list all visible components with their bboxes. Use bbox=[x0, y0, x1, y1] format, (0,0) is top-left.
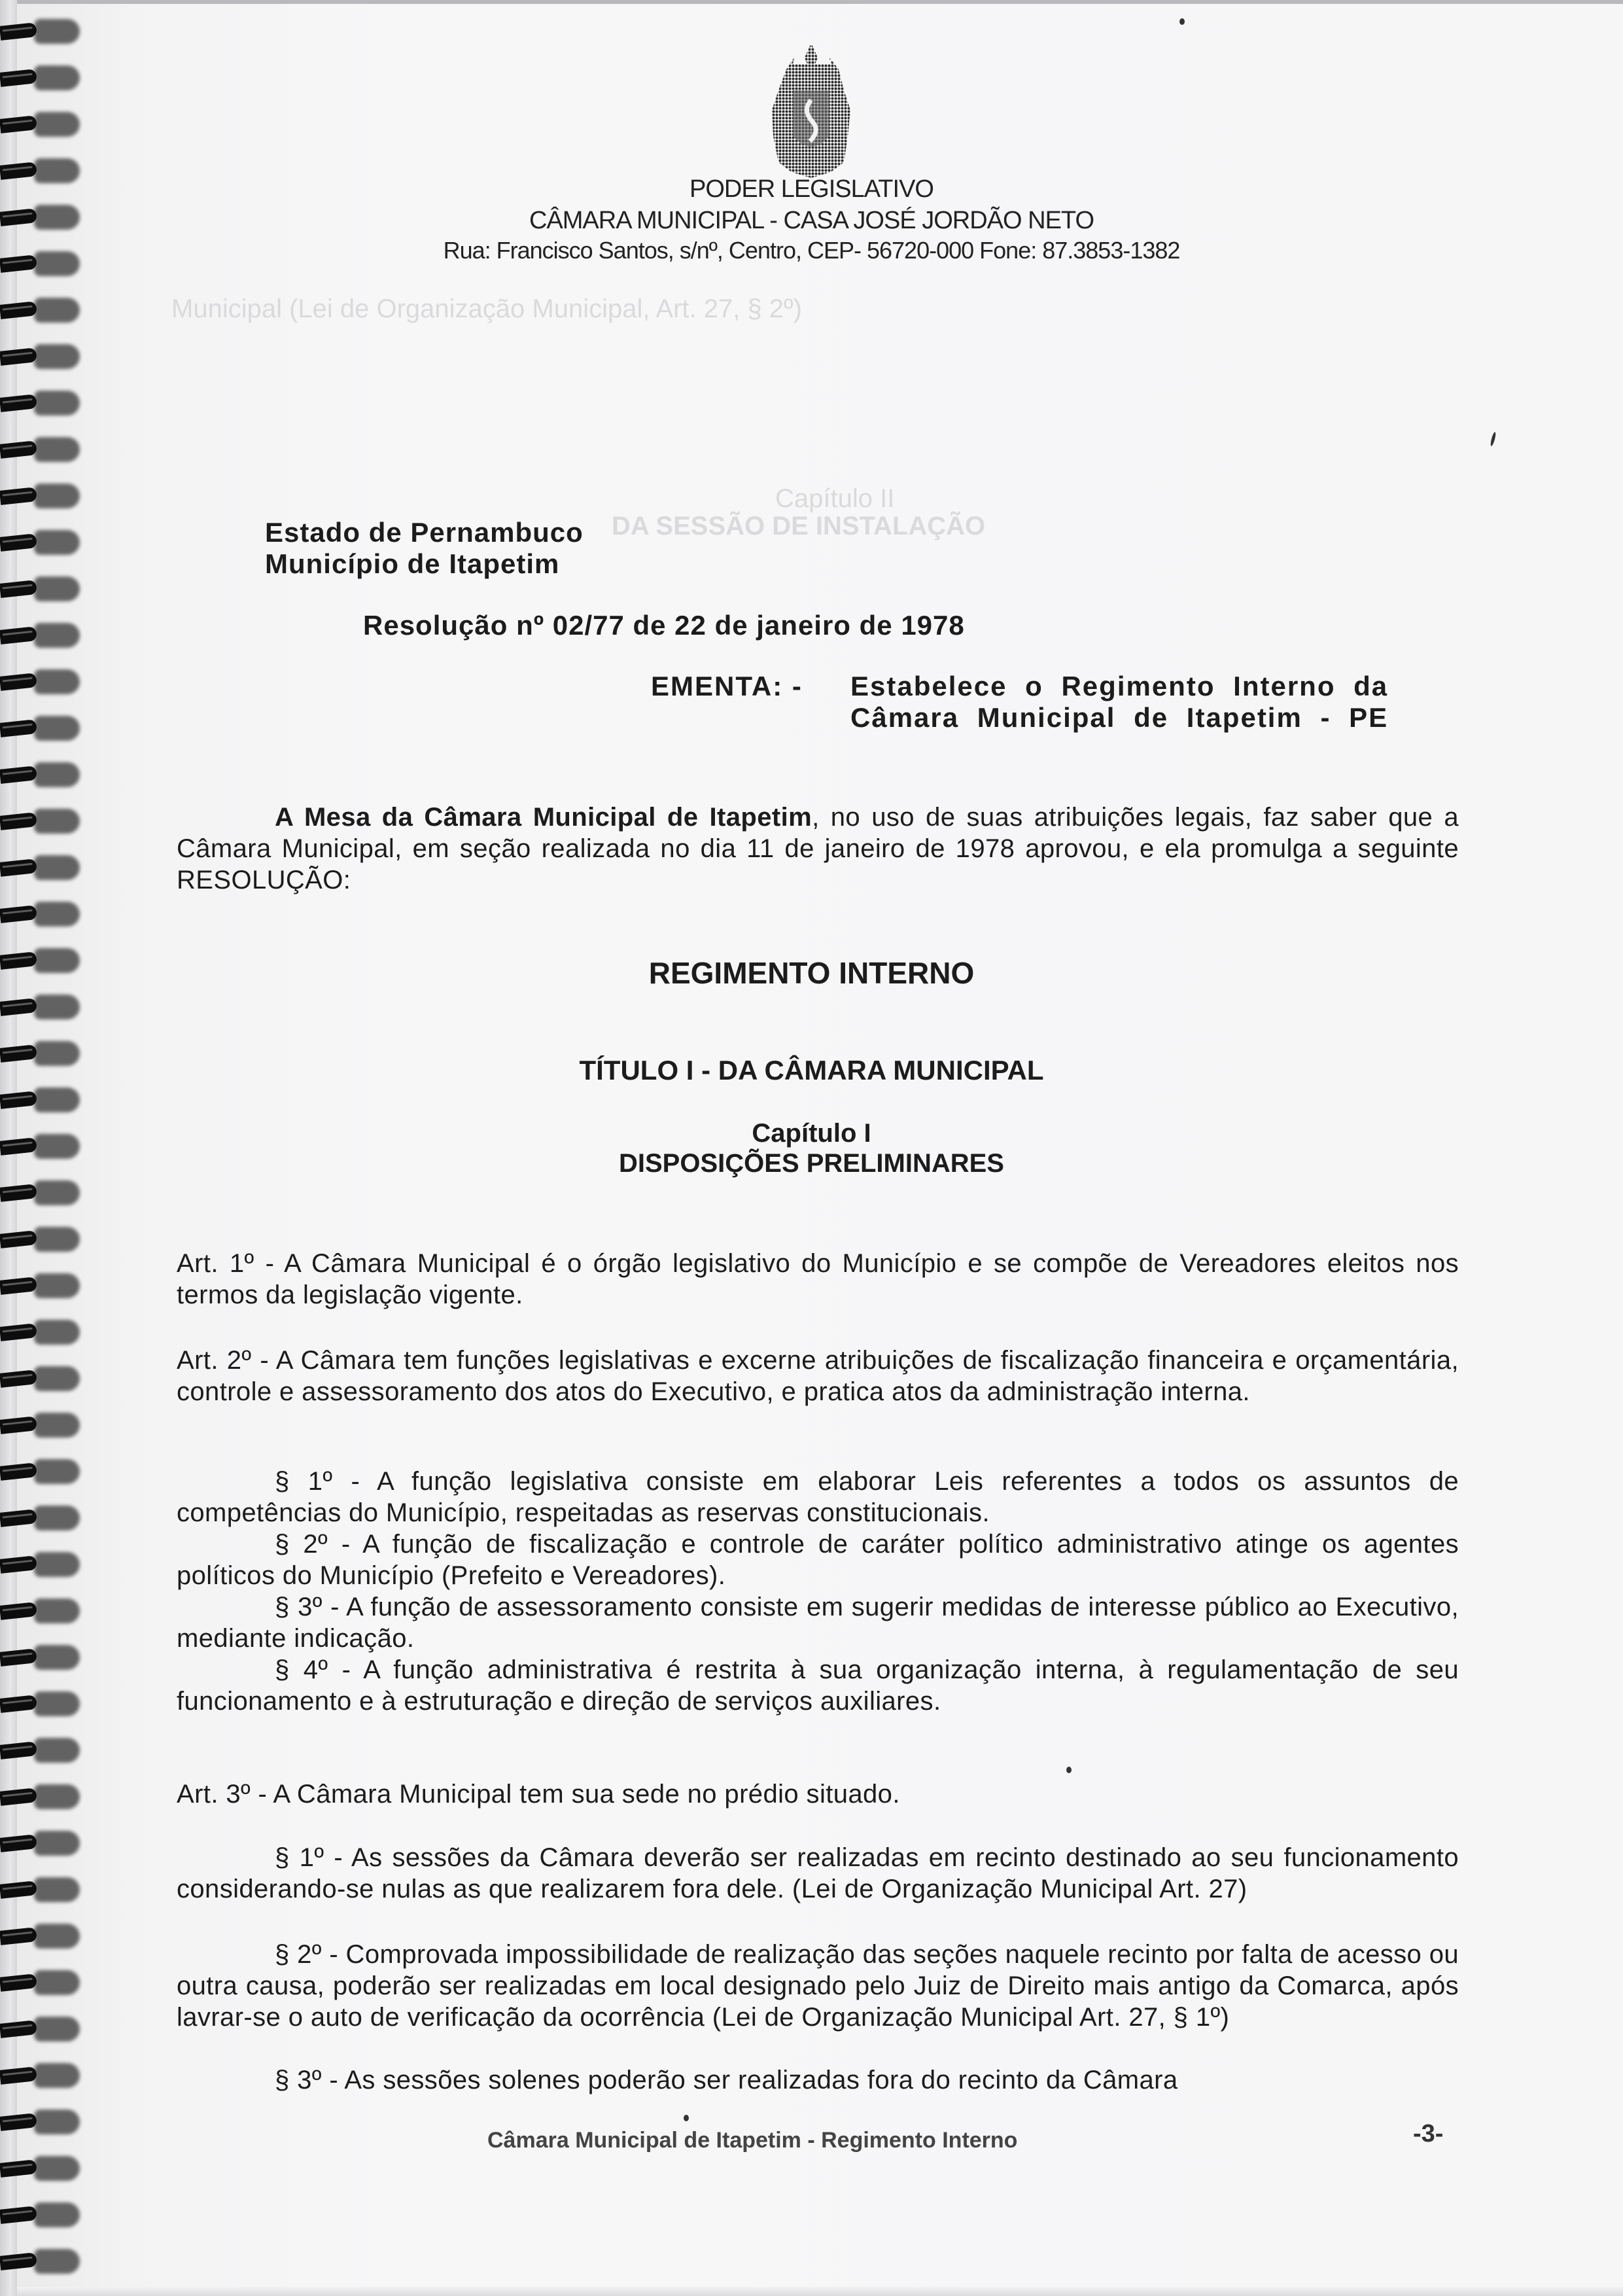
letterhead-institution: CÂMARA MUNICIPAL - CASA JOSÉ JORDÃO NETO bbox=[529, 207, 1094, 234]
article-3-paragraph-1 bbox=[177, 1842, 1459, 1905]
coil-wire bbox=[0, 1695, 37, 1713]
coil-wire bbox=[0, 2252, 37, 2270]
letterhead-address: Rua: Francisco Santos, s/nº, Centro, CEP- 56720-000 Fone: 87.3853-1382 bbox=[443, 237, 1180, 264]
title-section-heading: TÍTULO I - DA CÂMARA MUNICIPAL bbox=[579, 1055, 1044, 1086]
spiral-coil bbox=[0, 806, 85, 838]
punch-hole-shadow bbox=[34, 484, 80, 508]
spiral-coil bbox=[0, 1735, 85, 1767]
spiral-coil bbox=[0, 574, 85, 605]
punch-hole-shadow bbox=[34, 1691, 80, 1716]
punch-hole-shadow bbox=[34, 1413, 80, 1438]
spiral-coil bbox=[0, 1549, 85, 1581]
chapter-name: DISPOSIÇÕES PRELIMINARES bbox=[619, 1149, 1004, 1178]
coil-wire bbox=[0, 2159, 37, 2178]
spiral-coil bbox=[0, 1968, 85, 1999]
coil-wire bbox=[0, 2113, 37, 2131]
punch-hole-shadow bbox=[34, 1180, 80, 1205]
coil-wire bbox=[0, 487, 37, 505]
coil-wire bbox=[0, 1416, 37, 1434]
punch-hole-shadow bbox=[34, 1320, 80, 1345]
coil-wire bbox=[0, 812, 37, 830]
preamble-lead: A Mesa da Câmara Municipal de Itapetim bbox=[275, 803, 812, 832]
scan-speck bbox=[1066, 1767, 1072, 1773]
punch-hole-shadow bbox=[34, 1645, 80, 1670]
ementa-text-line1: Estabelece o Regimento Interno da bbox=[850, 671, 1389, 701]
page-number: -3- bbox=[1413, 2120, 1444, 2147]
punch-hole-shadow bbox=[34, 1366, 80, 1391]
paragraph-text: § 1º - As sessões da Câmara deverão ser realizadas em recinto destinado ao seu funcionamento considerando-se nulas as que realizarem fora dele. (Lei de Organização Municipal Art. 27) bbox=[177, 1843, 1459, 1903]
article-3-paragraph-3 bbox=[177, 2064, 1459, 2096]
paragraph-text: § 3º - A função de assessoramento consiste em sugerir medidas de interesse público ao Executivo, mediante indicação. bbox=[177, 1593, 1459, 1653]
punch-hole-shadow bbox=[34, 530, 80, 555]
punch-hole-shadow bbox=[34, 1227, 80, 1252]
article-2-paragraph-2 bbox=[177, 1528, 1459, 1591]
municipality-name: Município de Itapetim bbox=[265, 548, 560, 579]
punch-hole-shadow bbox=[34, 576, 80, 601]
preamble-paragraph bbox=[177, 802, 1459, 896]
coil-wire bbox=[0, 1602, 37, 1620]
coil-wire bbox=[0, 394, 37, 412]
coil-wire bbox=[0, 347, 37, 366]
coil-wire bbox=[0, 1741, 37, 1759]
spiral-coil bbox=[0, 899, 85, 930]
punch-hole-shadow bbox=[34, 902, 80, 927]
coil-wire bbox=[0, 858, 37, 877]
coil-wire bbox=[0, 626, 37, 645]
punch-hole-shadow bbox=[34, 1598, 80, 1623]
coil-wire bbox=[0, 1555, 37, 1574]
coil-wire bbox=[0, 1509, 37, 1527]
spiral-coil bbox=[0, 667, 85, 698]
spiral-coil bbox=[0, 1457, 85, 1488]
spiral-coil bbox=[0, 342, 85, 373]
footer-title: Câmara Municipal de Itapetim - Regimento Interno bbox=[487, 2128, 1018, 2153]
spiral-coil bbox=[0, 481, 85, 512]
ementa-text-line2: Câmara Municipal de Itapetim - PE bbox=[850, 702, 1389, 733]
spiral-coil bbox=[0, 2200, 85, 2231]
punch-hole-shadow bbox=[34, 669, 80, 694]
punch-hole-shadow bbox=[34, 1877, 80, 1902]
spiral-coil bbox=[0, 760, 85, 791]
punch-hole-shadow bbox=[34, 1506, 80, 1530]
article-3-paragraph-2 bbox=[177, 1939, 1459, 2033]
punch-hole-shadow bbox=[34, 1552, 80, 1577]
paragraph-text: § 3º - As sessões solenes poderão ser realizadas fora do recinto da Câmara bbox=[275, 2066, 1178, 2094]
spiral-coil bbox=[0, 1689, 85, 1720]
punch-hole-shadow bbox=[34, 1784, 80, 1809]
spiral-coil bbox=[0, 2060, 85, 2092]
spiral-coil bbox=[0, 295, 85, 327]
article-1: Art. 1º - A Câmara Municipal é o órgão legislativo do Município e se compõe de Vereadores eleitos nos termos da legislação vigente. bbox=[177, 1249, 1459, 1309]
spiral-coil bbox=[0, 2107, 85, 2138]
coil-wire bbox=[0, 22, 37, 41]
bleed-through-text: Capítulo II bbox=[775, 484, 895, 513]
punch-hole-shadow bbox=[34, 1087, 80, 1112]
spiral-coil bbox=[0, 1364, 85, 1395]
coil-wire bbox=[0, 1973, 37, 1992]
scan-speck bbox=[1490, 432, 1497, 447]
punch-hole-shadow bbox=[34, 2017, 80, 2041]
paragraph-text: § 1º - A função legislativa consiste em elaborar Leis referentes a todos os assuntos de competências do Município, respeitadas as reservas constitucionais. bbox=[177, 1467, 1459, 1527]
spiral-coil bbox=[0, 1178, 85, 1209]
punch-hole-shadow bbox=[34, 855, 80, 880]
coil-wire bbox=[0, 1230, 37, 1248]
spiral-coil bbox=[0, 2153, 85, 2185]
coil-wire bbox=[0, 1277, 37, 1295]
chapter-label: Capítulo I bbox=[752, 1119, 871, 1148]
spiral-coil bbox=[0, 1317, 85, 1349]
paragraph-text: § 2º - Comprovada impossibilidade de realização das seções naquele recinto por falta de acesso ou outra causa, poderão ser realizadas em local designado pelo Juiz de Direito mais antigo da Comarca, após lavrar-se o auto de verificação da ocorrência (Lei de Organização Municipal Art. 27, § 1º) bbox=[177, 1940, 1459, 2032]
coil-wire bbox=[0, 440, 37, 459]
spiral-coil bbox=[0, 1596, 85, 1627]
spiral-coil bbox=[0, 620, 85, 652]
punch-hole-shadow bbox=[34, 1273, 80, 1298]
coil-wire bbox=[0, 301, 37, 319]
punch-hole-shadow bbox=[34, 1459, 80, 1484]
coil-wire bbox=[0, 2020, 37, 2038]
municipal-coat-of-arms-icon bbox=[752, 38, 870, 182]
coil-wire bbox=[0, 766, 37, 784]
spiral-coil bbox=[0, 16, 85, 48]
scan-speck bbox=[1179, 18, 1185, 25]
ementa-label: EMENTA: - bbox=[651, 671, 803, 701]
coil-wire bbox=[0, 1834, 37, 1852]
coil-wire bbox=[0, 1462, 37, 1481]
punch-hole-shadow bbox=[34, 344, 80, 369]
coil-wire bbox=[0, 1184, 37, 1202]
spiral-coil bbox=[0, 1828, 85, 1860]
spiral-coil bbox=[0, 1782, 85, 1813]
article-2-paragraph-1 bbox=[177, 1466, 1459, 1528]
spiral-coil bbox=[0, 1642, 85, 1674]
punch-hole-shadow bbox=[34, 19, 80, 44]
punch-hole-shadow bbox=[34, 2110, 80, 2134]
spiral-coil bbox=[0, 713, 85, 745]
coil-wire bbox=[0, 1788, 37, 1806]
paragraph-text: § 2º - A função de fiscalização e controle de caráter político administrativo atinge os agentes políticos do Município (Prefeito e Vereadores). bbox=[177, 1530, 1459, 1590]
spiral-coil bbox=[0, 527, 85, 559]
article-3: Art. 3º - A Câmara Municipal tem sua sede no prédio situado. bbox=[177, 1780, 900, 1809]
spiral-coil bbox=[0, 2014, 85, 2045]
spiral-coil bbox=[0, 853, 85, 884]
state-name: Estado de Pernambuco bbox=[265, 517, 584, 548]
article-2-paragraph-4 bbox=[177, 1654, 1459, 1717]
punch-hole-shadow bbox=[34, 623, 80, 648]
paragraph-text: § 4º - A função administrativa é restrita à sua organização interna, à regulamentação de seu funcionamento e à estruturação e direção de serviços auxiliares. bbox=[177, 1655, 1459, 1716]
page-bottom-edge bbox=[0, 2287, 1623, 2296]
coil-wire bbox=[0, 998, 37, 1016]
article-2: Art. 2º - A Câmara tem funções legislativas e excerne atribuições de fiscalização financeira e orçamentária, controle e assessoramento dos atos do Executivo, e pratica atos da administração interna. bbox=[177, 1346, 1459, 1406]
punch-hole-shadow bbox=[34, 1738, 80, 1763]
coil-wire bbox=[0, 673, 37, 691]
bleed-through-text: Municipal (Lei de Organização Municipal, Art. 27, § 2º) bbox=[171, 294, 802, 323]
page-top-edge bbox=[0, 0, 1623, 4]
punch-hole-shadow bbox=[34, 1831, 80, 1856]
coil-wire bbox=[0, 1369, 37, 1388]
spiral-coil bbox=[0, 1224, 85, 1256]
coil-wire bbox=[0, 69, 37, 87]
punch-hole-shadow bbox=[34, 437, 80, 462]
letterhead-title: PODER LEGISLATIVO bbox=[689, 175, 934, 203]
coil-wire bbox=[0, 1881, 37, 1899]
punch-hole-shadow bbox=[34, 112, 80, 137]
punch-hole-shadow bbox=[34, 2156, 80, 2181]
coil-wire bbox=[0, 115, 37, 133]
spiral-coil bbox=[0, 1921, 85, 1952]
punch-hole-shadow bbox=[34, 2202, 80, 2227]
coil-wire bbox=[0, 1091, 37, 1109]
spiral-coil bbox=[0, 1503, 85, 1534]
punch-hole-shadow bbox=[34, 1924, 80, 1949]
spiral-coil bbox=[0, 992, 85, 1023]
resolution-number: Resolução nº 02/77 de 22 de janeiro de 1978 bbox=[363, 610, 965, 641]
coil-wire bbox=[0, 580, 37, 598]
punch-hole-shadow bbox=[34, 2063, 80, 2088]
coil-wire bbox=[0, 719, 37, 737]
coil-wire bbox=[0, 2206, 37, 2224]
punch-hole-shadow bbox=[34, 762, 80, 787]
article-2-paragraph-3 bbox=[177, 1591, 1459, 1654]
punch-hole-shadow bbox=[34, 716, 80, 741]
punch-hole-shadow bbox=[34, 809, 80, 834]
spiral-coil bbox=[0, 1875, 85, 1906]
coil-wire bbox=[0, 1323, 37, 1341]
spiral-coil bbox=[0, 63, 85, 94]
spiral-coil bbox=[0, 1410, 85, 1441]
coil-wire bbox=[0, 1927, 37, 1945]
document-title: REGIMENTO INTERNO bbox=[648, 956, 975, 990]
punch-hole-shadow bbox=[34, 1970, 80, 1995]
spiral-coil bbox=[0, 1271, 85, 1302]
punch-hole-shadow bbox=[34, 2249, 80, 2274]
coil-wire bbox=[0, 533, 37, 552]
scan-speck bbox=[684, 2115, 689, 2121]
spiral-coil bbox=[0, 109, 85, 141]
preamble-text: , no uso de suas atribuições legais, faz saber que a Câmara Municipal, em seção realizada no dia 11 de janeiro de 1978 aprovou, e ela promulga a seguinte RESOLUÇÃO: bbox=[177, 803, 1459, 894]
spiral-coil bbox=[0, 434, 85, 466]
punch-hole-shadow bbox=[34, 65, 80, 90]
punch-hole-shadow bbox=[34, 995, 80, 1019]
punch-hole-shadow bbox=[34, 391, 80, 415]
coil-wire bbox=[0, 2066, 37, 2085]
spiral-coil bbox=[0, 1085, 85, 1116]
coil-wire bbox=[0, 905, 37, 923]
spiral-coil bbox=[0, 388, 85, 419]
bleed-through-text: DA SESSÃO DE INSTALAÇÃO bbox=[612, 512, 986, 540]
spiral-coil bbox=[0, 2246, 85, 2278]
punch-hole-shadow bbox=[34, 298, 80, 323]
coil-wire bbox=[0, 1648, 37, 1667]
